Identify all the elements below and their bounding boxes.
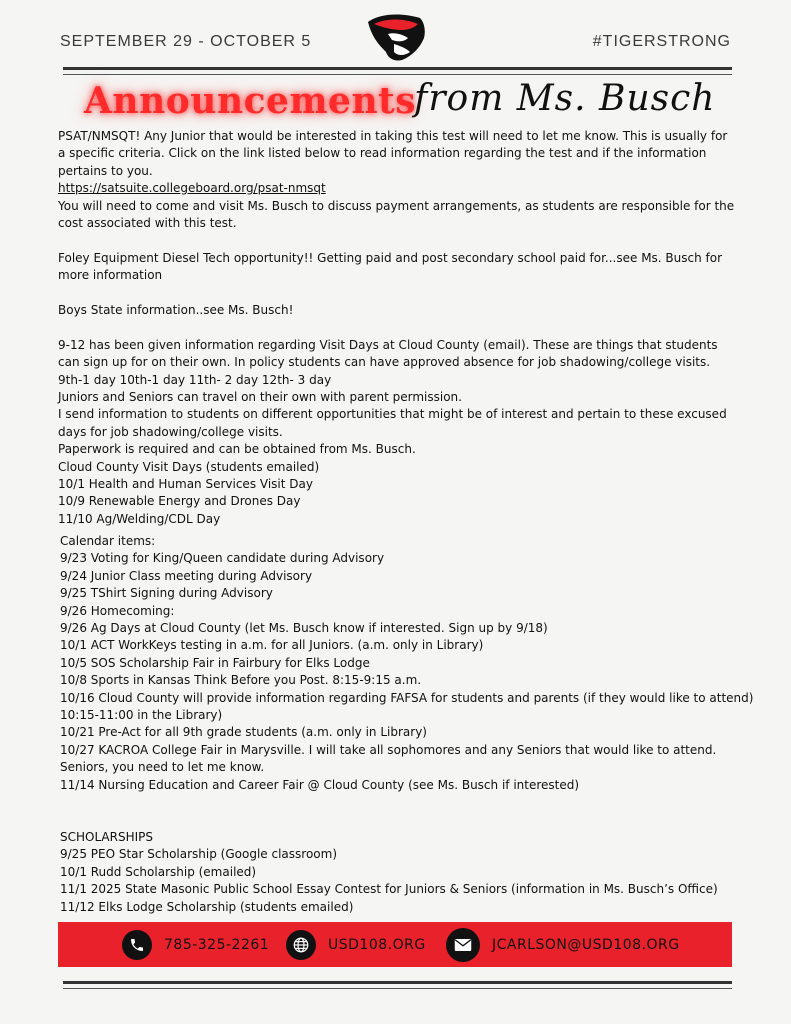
announcement-paragraph: 11/10 Ag/Welding/CDL Day [58,511,221,526]
calendar-item: 9/23 Voting for King/Queen candidate during Advisory [60,551,385,566]
announcement-paragraph: Foley Equipment Diesel Tech opportunity!! Getting paid and post secondary school paid for...see Ms. Busch for more information [58,250,723,283]
scholarships-heading: SCHOLARSHIPS [60,830,154,844]
email-contact[interactable] [446,929,680,960]
calendar-item: 10/16 Cloud County will provide information regarding FAFSA for students and parents (if they would like to attend) 10:15-11:00 in the Library) [60,690,754,723]
announcements-body [58,128,738,528]
announcement-paragraph: PSAT/NMSQT! Any Junior that would be interested in taking this test will need to let me know. This is usually for a specific criteria. Click on the link listed below to read information regarding the test and if the information pertains to you. [58,129,728,178]
calendar-item: 9/24 Junior Class meeting during Advisory [60,568,313,583]
announcement-paragraph: I send information to students on different opportunities that might be of interest and pertain to these excused days for job shadowing/college visits. [58,407,727,439]
calendar-section [60,533,765,794]
announcement-paragraph: 9-12 has been given information regarding Visit Days at Cloud County (email). These are things that students can sign up for on their own. In policy students can have approved absence for job shadowing/college visits. 9th-1 day 10th-1 day 11th- 2 day 12th- 3 day [58,337,718,387]
calendar-item: 10/21 Pre-Act for all 9th grade students (a.m. only in Library) [60,725,427,740]
announcement-paragraph: You will need to come and visit Ms. Busch to discuss payment arrangements, as students are responsible for the cost associated with this test. [58,198,735,231]
announcement-paragraph: Juniors and Seniors can travel on their own with parent permission. [58,390,462,405]
page-subtitle: from Ms. Busch [414,78,716,119]
announcement-paragraph: 10/9 Renewable Energy and Drones Day [58,494,301,509]
calendar-item: 9/26 Ag Days at Cloud County (let Ms. Busch know if interested. Sign up by 9/18) [60,621,548,636]
header-divider-thin [63,74,732,75]
website-url: USD108.ORG [328,936,426,953]
calendar-item: 9/25 TShirt Signing during Advisory [60,586,273,601]
date-range: SEPTEMBER 29 - OCTOBER 5 [60,33,312,50]
footer-divider [63,981,732,984]
announcement-paragraph: 10/1 Health and Human Services Visit Day [58,477,313,492]
header-divider [63,67,732,70]
announcement-paragraph: Cloud County Visit Days (students emailed) [58,459,320,474]
scholarship-item: 11/1 2025 State Masonic Public School Essay Contest for Juniors & Seniors (information in Ms. Busch’s Office) [60,882,718,897]
scholarship-item: 10/1 Rudd Scholarship (emailed) [60,864,257,879]
phone-contact[interactable] [122,929,269,960]
phone-icon [122,930,152,960]
scholarship-item: 11/12 Elks Lodge Scholarship (students emailed) [60,899,354,914]
phone-number: 785-325-2261 [164,936,270,953]
calendar-item: 10/5 SOS Scholarship Fair in Fairbury for Elks Lodge [60,655,370,670]
footer-divider-thin [63,988,732,989]
scholarships-section [60,829,750,916]
scholarship-item: 9/25 PEO Star Scholarship (Google classroom) [60,847,337,862]
envelope-icon [446,928,480,962]
email-address: JCARLSON@USD108.ORG [492,936,680,953]
calendar-item: 11/14 Nursing Education and Career Fair @ Cloud County (see Ms. Busch if interested) [60,777,580,792]
announcement-paragraph: Boys State information..see Ms. Busch! [58,303,294,318]
page-title: Announcements [84,80,417,122]
calendar-heading: Calendar items: [60,534,156,548]
calendar-item: 9/26 Homecoming: [60,603,175,618]
calendar-item: 10/8 Sports in Kansas Think Before you Post. 8:15-9:15 a.m. [60,673,422,688]
announcement-paragraph: Paperwork is required and can be obtained from Ms. Busch. [58,442,416,457]
hashtag: #TIGERSTRONG [592,33,731,50]
contact-footer [58,922,732,967]
calendar-item: 10/1 ACT WorkKeys testing in a.m. for all Juniors. (a.m. only in Library) [60,638,484,653]
psat-link[interactable]: https://satsuite.collegeboard.org/psat-nmsqt [58,181,326,196]
calendar-item: 10/27 KACROA College Fair in Marysville. I will take all sophomores and any Seniors that would like to attend. Seniors, you need to let me know. [60,742,717,775]
globe-icon [286,930,316,960]
tiger-logo-icon [364,12,428,64]
website-contact[interactable] [286,929,426,960]
